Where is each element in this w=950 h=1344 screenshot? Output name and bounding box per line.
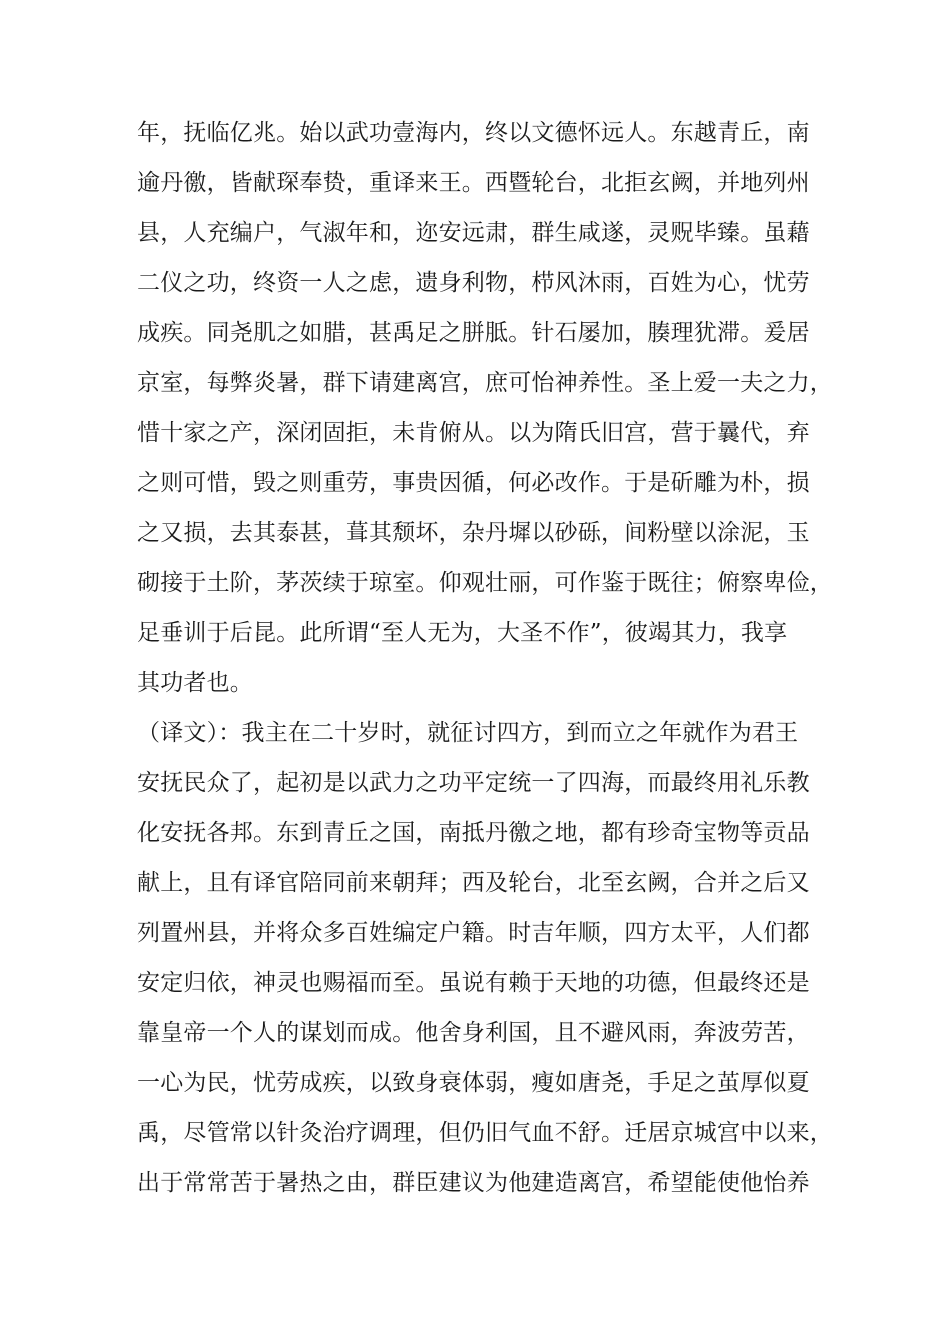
text-line-18: 安定归依，神灵也赐福而至。虽说有赖于天地的功德，但最终还是 (137, 970, 810, 996)
text-line-2: 逾丹徼，皆献琛奉贽，重译来王。西暨轮台，北拒玄阙，并地列州 (137, 170, 810, 196)
text-line-12: 其功者也。 (137, 670, 253, 696)
text-line-13: （译文）：我主在二十岁时，就征讨四方，到而立之年就作为君王 (137, 720, 799, 746)
text-line-16: 献上，且有译官陪同前来朝拜；西及轮台，北至玄阙，合并之后又 (137, 870, 810, 896)
text-line-3: 县，人充编户，气淑年和，迩安远肃，群生咸遂，灵贶毕臻。虽藉 (137, 220, 810, 246)
text-line-9: 之又损，去其泰甚，葺其颓坏，杂丹墀以砂砾，间粉壁以涂泥，玉 (137, 520, 810, 546)
text-line-6: 京室，每弊炎暑，群下请建离宫，庶可怡神养性。圣上爱一夫之力， (137, 370, 833, 396)
text-line-11: 足垂训于后昆。此所谓“至人无为，大圣不作”，彼竭其力，我享 (137, 620, 788, 646)
text-line-20: 一心为民，忧劳成疾，以致身衰体弱，瘦如唐尧，手足之茧厚似夏 (137, 1070, 810, 1096)
text-line-1: 年，抚临亿兆。始以武功壹海内，终以文德怀远人。东越青丘，南 (137, 120, 810, 146)
text-line-5: 成疾。同尧肌之如腊，甚禹足之胼胝。针石屡加，腠理犹滞。爰居 (137, 320, 810, 346)
text-line-17: 列置州县，并将众多百姓编定户籍。时吉年顺，四方太平，人们都 (137, 920, 810, 946)
text-line-19: 靠皇帝一个人的谋划而成。他舍身利国，且不避风雨，奔波劳苦， (137, 1020, 810, 1046)
text-line-10: 砌接于土阶，茅茨续于琼室。仰观壮丽，可作鉴于既往；俯察卑俭， (137, 570, 833, 596)
text-line-21: 禹，尽管常以针灸治疗调理，但仍旧气血不舒。迁居京城宫中以来， (137, 1120, 833, 1146)
text-line-7: 惜十家之产，深闭固拒，未肯俯从。以为隋氏旧宫，营于曩代，弃 (137, 420, 810, 446)
text-line-8: 之则可惜，毁之则重劳，事贵因循，何必改作。于是斫雕为朴，损 (137, 470, 810, 496)
text-line-22: 出于常常苦于暑热之由，群臣建议为他建造离宫，希望能使他怡养 (137, 1170, 810, 1196)
text-line-15: 化安抚各邦。东到青丘之国，南抵丹徼之地，都有珍奇宝物等贡品 (137, 820, 810, 846)
text-line-14: 安抚民众了，起初是以武力之功平定统一了四海，而最终用礼乐教 (137, 770, 810, 796)
text-line-4: 二仪之功，终资一人之虑，遗身利物，栉风沐雨，百姓为心，忧劳 (137, 270, 810, 296)
